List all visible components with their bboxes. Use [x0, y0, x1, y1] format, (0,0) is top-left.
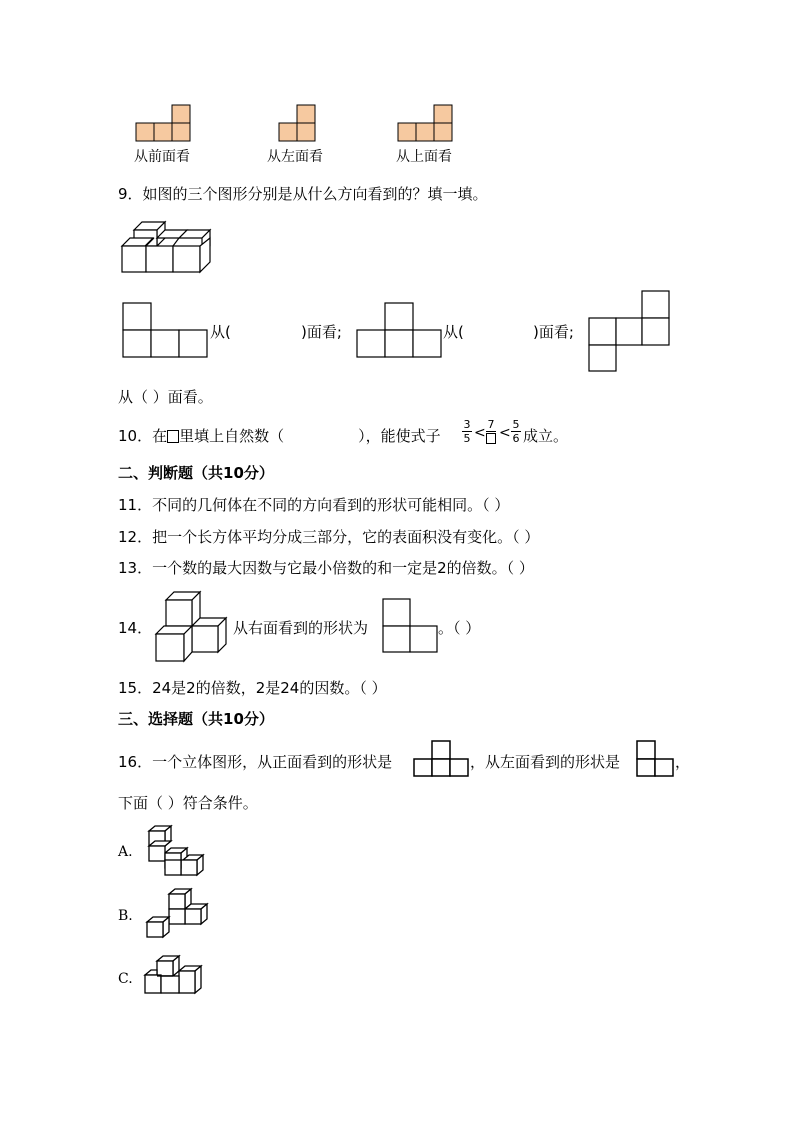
view-left-caption: 从左面看	[267, 149, 323, 165]
q11-text: 11．不同的几何体在不同的方向看到的形状可能相同。（ ）	[118, 496, 510, 514]
q14-end: 。（ ）	[438, 619, 481, 637]
section-3-title: 三、选择题（共10分）	[118, 710, 274, 728]
q15-text: 15．24是2的倍数，2是24的因数。（ ）	[118, 679, 387, 697]
q9-solid-figure	[122, 216, 222, 276]
q14-solid-figure	[155, 590, 235, 664]
q9-from1: 从(	[210, 323, 231, 341]
option-a-label[interactable]: A.	[118, 844, 133, 860]
q9-view3	[588, 290, 672, 374]
q9-close1: )面看;	[301, 323, 342, 341]
option-c-figure[interactable]	[143, 955, 207, 999]
q16-part2: ，从左面看到的形状是	[470, 753, 621, 771]
view-left-figure	[279, 105, 319, 145]
option-b-figure[interactable]	[145, 888, 213, 943]
q10-lt2: <	[499, 425, 511, 441]
q9-view2	[356, 302, 446, 360]
option-a-figure[interactable]	[145, 825, 205, 880]
q16-left-view	[636, 740, 676, 778]
view-top-caption: 从上面看	[396, 149, 452, 165]
q16-part3: ，	[675, 753, 691, 771]
fraction-3-5: 3 5	[463, 418, 471, 445]
q9-from2: 从(	[443, 323, 464, 341]
fraction-5-6: 5 6	[512, 418, 520, 445]
q10-line	[118, 425, 441, 446]
q12-text: 12．把一个长方体平均分成三部分，它的表面积没有变化。（ ）	[118, 528, 540, 546]
view-front-figure	[136, 105, 196, 145]
q14-number: 14．	[118, 619, 153, 637]
q14-text: 从右面看到的形状为	[233, 619, 369, 637]
option-c-label[interactable]: C.	[118, 971, 133, 987]
section-2-title: 二、判断题（共10分）	[118, 464, 274, 482]
q10-lt1: <	[474, 425, 486, 441]
q10-pre: 10．在	[118, 427, 168, 445]
q16-line2: 下面（ ）符合条件。	[118, 794, 258, 812]
q10-mid: 里填上自然数（	[179, 427, 285, 445]
q9-line2: 从（ ）面看。	[118, 388, 213, 406]
q16-part1: 16．一个立体图形，从正面看到的形状是	[118, 753, 393, 771]
view-front-caption: 从前面看	[134, 149, 190, 165]
q9-text: 9．如图的三个图形分别是从什么方向看到的？填一填。	[118, 185, 488, 203]
option-b-label[interactable]: B.	[118, 908, 133, 924]
view-top-figure	[398, 105, 458, 145]
q10-end: 成立。	[523, 427, 569, 445]
fraction-7-box: 7	[486, 419, 496, 446]
q13-text: 13．一个数的最大因数与它最小倍数的和一定是2的倍数。（ ）	[118, 559, 534, 577]
q10-post: ），能使式子	[358, 427, 441, 445]
q9-close2: )面看;	[533, 323, 574, 341]
q9-view1	[122, 302, 212, 360]
q16-front-view	[413, 740, 473, 778]
blank-box-icon	[167, 430, 179, 443]
q14-right-view	[382, 598, 440, 654]
